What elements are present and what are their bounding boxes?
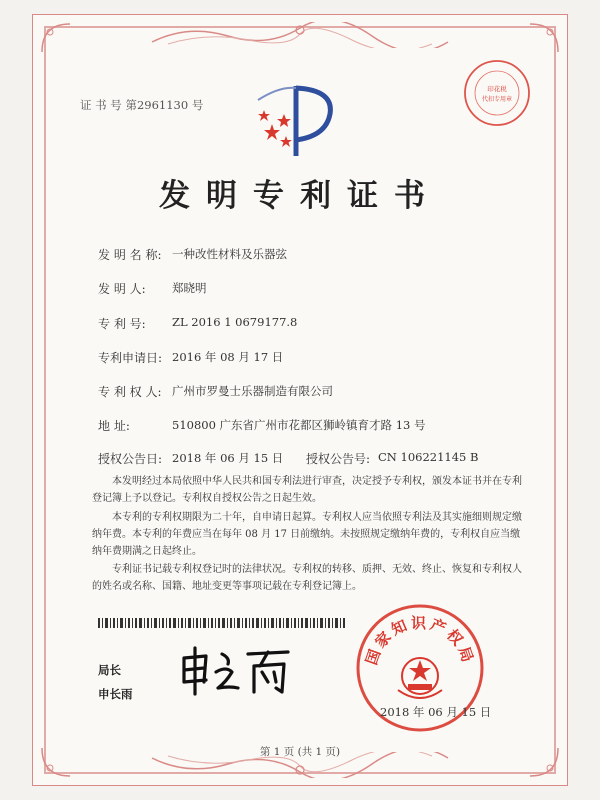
field-label-address: 地 址:: [98, 419, 130, 433]
tax-stamp: [462, 58, 532, 128]
grant-date-label: 授权公告日:: [98, 452, 163, 466]
grant-number-value: CN 106221145 B: [378, 450, 479, 464]
notice-paragraph: 本发明经过本局依照中华人民共和国专利法进行审查，决定授予专利权，颁发本证书并在专利登记簿上予以登记。专利权自授权公告之日起生效。: [92, 476, 522, 504]
certificate-number: 证 书 号 第2961130 号: [80, 98, 204, 112]
top-ornament: [148, 22, 452, 48]
field-label-invention-name: 发 明 名 称:: [98, 248, 162, 262]
field-value-invention-name: 一种改性材料及乐器弦: [172, 247, 287, 261]
field-label-patentee: 专 利 权 人:: [98, 385, 162, 399]
field-label-patent-number: 专 利 号:: [98, 317, 146, 331]
corner-ornament-icon: [526, 20, 562, 56]
notice-paragraph: 专利证书记载专利权登记时的法律状况。专利权的转移、质押、无效、终止、恢复和专利权人的姓名或名称、国籍、地址变更等事项记载在专利登记簿上。: [92, 564, 522, 592]
grant-number-label: 授权公告号:: [306, 452, 371, 466]
field-label-filing-date: 专利申请日:: [98, 351, 163, 365]
svg-text:印花税: 印花税: [487, 85, 507, 93]
field-label-inventor: 发 明 人:: [98, 282, 146, 296]
director-title: 局长: [98, 663, 121, 677]
svg-text:国家知识产权局: 国家知识产权局: [362, 614, 478, 668]
field-value-patent-number: ZL 2016 1 0679177.8: [172, 315, 298, 329]
director-name: 申长雨: [98, 687, 133, 701]
svg-text:代扣专用章: 代扣专用章: [481, 96, 513, 103]
barcode: [98, 618, 346, 628]
patent-office-logo-icon: [250, 80, 340, 162]
grant-date-value: 2018 年 06 月 15 日: [172, 451, 284, 465]
field-value-address: 510800 广东省广州市花都区狮岭镇育才路 13 号: [172, 418, 426, 432]
field-value-inventor: 郑晓明: [172, 281, 207, 295]
page-number: 第 1 页 (共 1 页): [259, 746, 341, 758]
corner-ornament-icon: [38, 20, 74, 56]
field-value-filing-date: 2016 年 08 月 17 日: [172, 350, 284, 364]
handwritten-signature: [176, 642, 296, 698]
field-value-patentee: 广州市罗曼士乐器制造有限公司: [172, 384, 333, 398]
seal-date: 2018 年 06 月 15 日: [380, 705, 492, 719]
certificate-title: 发明专利证书: [159, 178, 441, 214]
notice-paragraph: 本专利的专利权期限为二十年，自申请日起算。专利权人应当依照专利法及其实施细则规定缴纳年费。本专利的年费应当在每年 08 月 17 日前缴纳。未按照规定缴纳年费的，专利权自应当缴纳年费期满之日起终止。: [92, 512, 522, 557]
